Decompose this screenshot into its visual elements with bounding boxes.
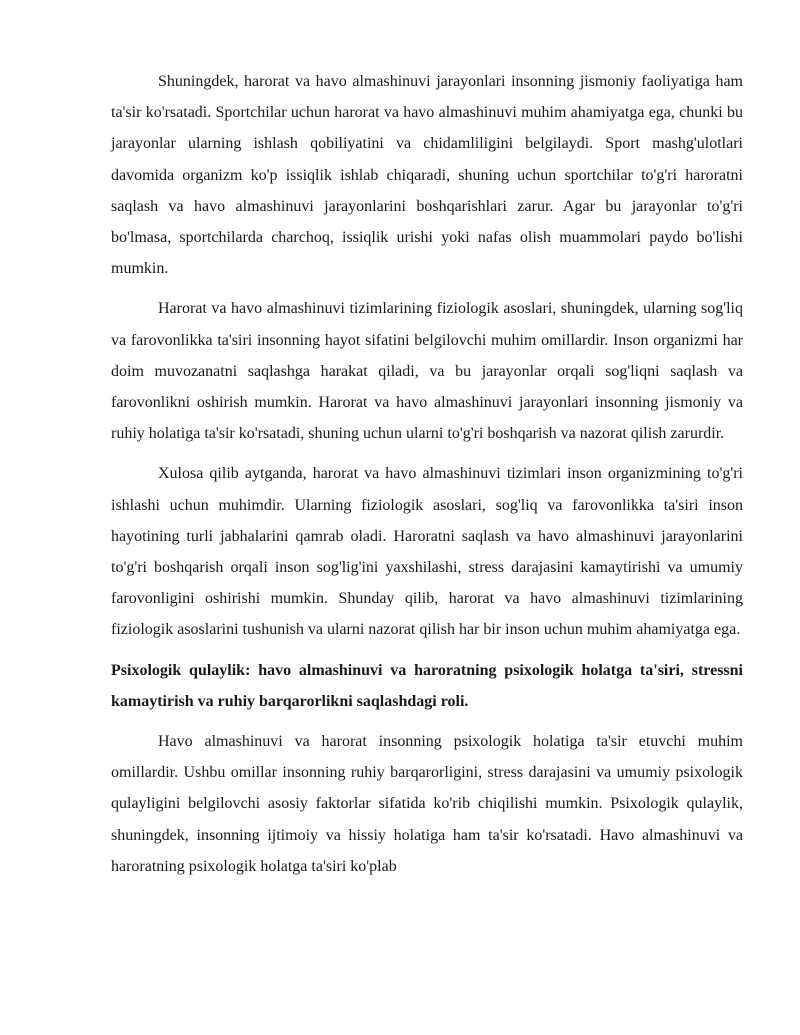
document-page bbox=[111, 66, 743, 891]
section-heading-psychological-comfort: Psixologik qulaylik: havo almashinuvi va haroratning psixologik holatga ta'siri, stressni kamaytirish va ruhiy barqarorlikni saqlashdagi roli. bbox=[111, 661, 743, 710]
paragraph-psychological-factors: Havo almashinuvi va harorat insonning psixologik holatiga ta'sir etuvchi muhim omillardir. Ushbu omillar insonning ruhiy barqarorligini, stress darajasini va umumiy psixologik qulayligini belgilovchi asosiy faktorlar sifatida ko'rib chiqilishi mumkin. Psixologik qulaylik, shuningdek, insonning ijtimoiy va hissiy holatiga ham ta'sir ko'rsatadi. Havo almashinuvi va haroratning psixologik holatga ta'siri ko'plab bbox=[111, 733, 743, 875]
paragraph-physiological-basis: Harorat va havo almashinuvi tizimlarining fiziologik asoslari, shuningdek, ularning sog'liq va farovonlikka ta'siri insonning hayot sifatini belgilovchi muhim omillardir. Inson organizmi har doim muvozanatni saqlashga harakat qiladi, va bu jarayonlar orqali sog'liqni saqlash va farovonlikni oshirish mumkin. Harorat va havo almashinuvi jarayonlari insonning jismoniy va ruhiy holatiga ta'sir ko'rsatadi, shuning uchun ularni to'g'ri boshqarish va nazorat qilish zarurdir. bbox=[111, 300, 743, 443]
paragraph-conclusion: Xulosa qilib aytganda, harorat va havo almashinuvi tizimlari inson organizmining to'g'ri ishlashi uchun muhimdir. Ularning fiziologik asoslari, sog'liq va farovonlikka ta'siri inson hayotining turli jabhalarini qamrab oladi. Haroratni saqlash va havo almashinuvi jarayonlarini to'g'ri boshqarish orqali inson sog'lig'ini yaxshilashi, stress darajasini kamaytirishi va umumiy farovonligini oshirishi mumkin. Shunday qilib, harorat va havo almashinuvi tizimlarining fiziologik asoslarini tushunish va ularni nazorat qilish har bir inson uchun muhim ahamiyatga ega. bbox=[111, 465, 743, 639]
paragraph-physical-activity: Shuningdek, harorat va havo almashinuvi jarayonlari insonning jismoniy faoliyatiga ham ta'sir ko'rsatadi. Sportchilar uchun harorat va havo almashinuvi muhim ahamiyatga ega, chunki bu jarayonlar ularning ishlash qobiliyatini va chidamliligini belgilaydi. Sport mashg'ulotlari davomida organizm ko'p issiqlik ishlab chiqaradi, shuning uchun sportchilar to'g'ri haroratni saqlash va havo almashinuvi jarayonlarini boshqarishlari zarur. Agar bu jarayonlar to'g'ri bo'lmasa, sportchilarda charchoq, issiqlik urishi yoki nafas olish muammolari paydo bo'lishi mumkin. bbox=[111, 73, 743, 278]
